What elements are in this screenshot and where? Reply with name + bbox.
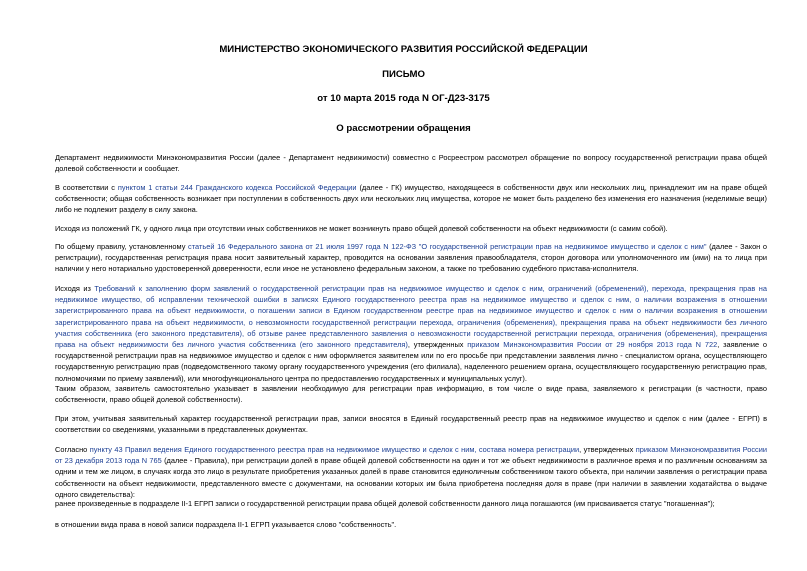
paragraph-5-text-c: , заявление о государственной регистрации прав на недвижимое имущество и сделок с ним оформляется заявителем или по его просьбе при представлении заявления лично - специалистом органа, осуществляющего государственную регистрацию прав (подведомственного такому органу государственного учреждения (его филиала), наделенного решением органа, осуществляющего государственную регистрацию прав, полномочиями по приему заявлений), или многофункционального центра по предоставлению государственных и муниципальных услуг). [55,340,767,383]
paragraph-7: При этом, учитывая заявительный характер государственной регистрации прав, записи вносятся в Единый государственный реестр прав на недвижимое имущество и сделок с ним (далее - ЕГРП) в соответствии со сведениями, указанными в представленных документах. [55,414,767,435]
paragraph-8 [55,444,767,500]
link-order-765[interactable]: приказом Минэкономразвития России от 23 декабря 2013 года N 765 [55,445,767,466]
document-date-number: от 10 марта 2015 года N ОГ-Д23-3175 [317,93,490,104]
paragraph-8-text-c: (далее - Правила), при регистрации долей в праве общей долевой собственности на один и тот же объект недвижимости в различное время и по различным основаниям за одним и тем же лицом, в случаях когда это лицо в результате приобретения указанных долей в праве становится единоличным собственником такого объекта, при наличии заявления о регистрации права собственности на объект недвижимости, представленного вместе с документами, на основании которых им была приобретена последняя доля в праве (при наличии в заявлении ходатайства о выдаче одного свидетельства): [55,456,767,499]
paragraph-10: в отношении вида права в новой записи подраздела II-1 ЕГРП указывается слово "собственность". [55,520,397,529]
paragraph-6: Таким образом, заявитель самостоятельно указывает в заявлении необходимую для регистрации прав информацию, в том числе о виде права, заявляемого к регистрации (в частности, право собственности, право общей долевой собственности). [55,384,767,405]
paragraph-3: Исходя из положений ГК, у одного лица при отсутствии иных собственников не может возникнуть право общей долевой собственности на объект недвижимости (с самим собой). [55,224,668,233]
document-subject: О рассмотрении обращения [336,123,471,134]
paragraph-8-text-a: Согласно [55,445,90,454]
paragraph-4 [55,241,767,275]
paragraph-1: Департамент недвижимости Минэкономразвития России (далее - Департамент недвижимости) совместно с Росреестром рассмотрел обращение по вопросу государственной регистрации права общей долевой собственности и сообщает. [55,153,767,174]
document-type: ПИСЬМО [382,69,425,80]
paragraph-5-text-b: , утвержденных [407,340,468,350]
link-order-722[interactable]: приказом Минэкономразвития России от 29 ноября 2013 года N 722 [467,340,718,350]
link-gk-article-244[interactable]: пунктом 1 статьи 244 Гражданского кодекса Российской Федерации [117,183,357,192]
paragraph-9: ранее произведенные в подразделе II-1 ЕГРП записи о государственной регистрации права общей долевой собственности данного лица погашаются (им присваивается статус "погашенная"); [55,499,715,508]
ministry-heading: МИНИСТЕРСТВО ЭКОНОМИЧЕСКОГО РАЗВИТИЯ РОССИЙСКОЙ ФЕДЕРАЦИИ [219,44,588,55]
paragraph-2-text-b: (далее - ГК) имущество, находящееся в собственности двух или нескольких лиц, принадлежит им на праве общей собственности; общая собственность возникает при поступлении в собственность двух или нескольких лиц имущества, которое не может быть разделено без изменения его назначения (неделимые вещи) либо не подлежит разделу в силу закона. [55,183,768,215]
paragraph-4-text-a: По общему правилу, установленному [55,242,189,251]
link-form-requirements[interactable]: Требований к заполнению форм заявлений о государственной регистрации прав на недвижимое имущество и сделок с ним, ограничений (обременений), перехода, прекращения прав на недвижимое имущество, об исправлении технической ошибки в записях Единого государственного реестра прав на недвижимое имущество и сделок с ним, о наличии возражения в отношении зарегистрированного права на объект недвижимости, о погашении записи в Едином государственном реестре прав на недвижимое имущество и сделок с ним о наличии возражения в отношении зарегистрированного права на объект недвижимости, о невозможности государственной регистрации перехода, ограничения (обременения), прекращения права на объект недвижимости без личного участия собственника (его законного представителя), об отзыве ранее представленного заявления о невозможности государственной регистрации перехода, ограничения (обременения), прекращения права на объект недвижимости без личного участия собственника (его законного представителя) [55,284,767,350]
paragraph-5 [55,283,767,384]
paragraph-4-text-b: (далее - Закон о регистрации), государственная регистрация права носит заявительный характер, проводится на основании заявления правообладателя, сторон договора или уполномоченного им (ими) на то лица при наличии у него нотариально удостоверенной доверенности, если иное не установлено федеральным законом, а также по требованию судебного пристава-исполнителя. [55,242,767,274]
link-federal-law-122[interactable]: статьей 16 Федерального закона от 21 июля 1997 года N 122-ФЗ "О государственной регистрации прав на недвижимое имущество и сделок с ним" [188,242,707,251]
paragraph-2 [55,182,767,216]
paragraph-5-text-a: Исходя из [55,284,95,293]
paragraph-2-text-a: В соответствии с [55,183,118,192]
paragraph-8-text-b: , утвержденных [579,445,636,454]
link-rules-item-43[interactable]: пункту 43 Правил ведения Единого государственного реестра прав на недвижимое имущество и сделок с ним, состава номера регистрации [89,445,580,454]
